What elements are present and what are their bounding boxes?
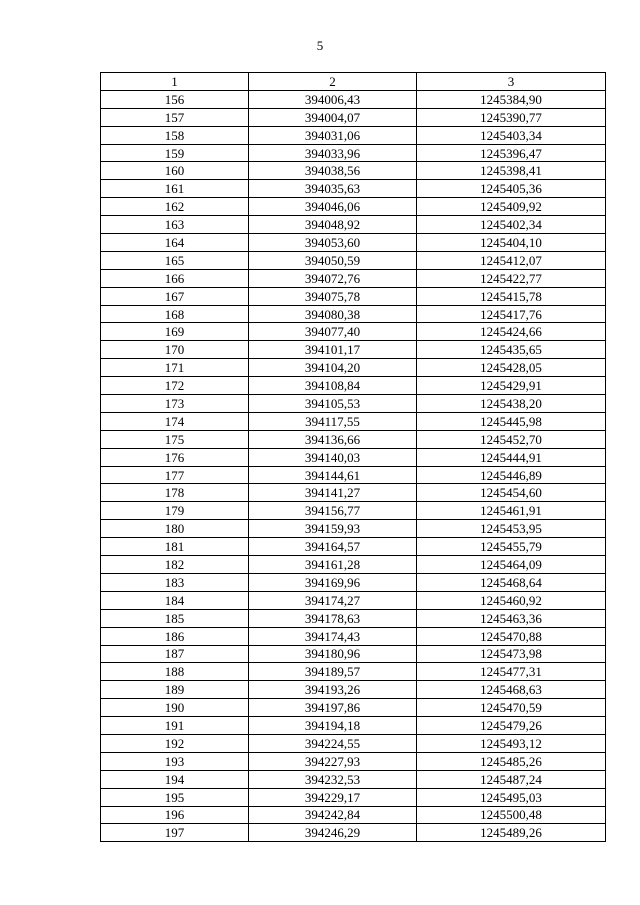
y-coordinate-cell: 1245445,98 — [417, 412, 606, 430]
table-row — [101, 591, 606, 609]
table-row — [101, 234, 606, 252]
y-coordinate-cell: 1245424,66 — [417, 323, 606, 341]
y-coordinate-cell: 1245463,36 — [417, 609, 606, 627]
table-row — [101, 412, 606, 430]
y-coordinate-cell: 1245412,07 — [417, 251, 606, 269]
point-number-cell: 158 — [101, 126, 249, 144]
x-coordinate-cell: 394141,27 — [249, 484, 417, 502]
table-row — [101, 144, 606, 162]
table-row — [101, 323, 606, 341]
x-coordinate-cell: 394224,55 — [249, 734, 417, 752]
table-row — [101, 734, 606, 752]
table-row — [101, 556, 606, 574]
point-number-cell: 191 — [101, 717, 249, 735]
point-number-cell: 196 — [101, 806, 249, 824]
x-coordinate-cell: 394169,96 — [249, 573, 417, 591]
x-coordinate-cell: 394159,93 — [249, 520, 417, 538]
y-coordinate-cell: 1245438,20 — [417, 395, 606, 413]
x-coordinate-cell: 394080,38 — [249, 305, 417, 323]
table-row — [101, 699, 606, 717]
y-coordinate-cell: 1245428,05 — [417, 359, 606, 377]
y-coordinate-cell: 1245444,91 — [417, 448, 606, 466]
point-number-cell: 187 — [101, 645, 249, 663]
x-coordinate-cell: 394174,27 — [249, 591, 417, 609]
x-coordinate-cell: 394174,43 — [249, 627, 417, 645]
point-number-cell: 186 — [101, 627, 249, 645]
y-coordinate-cell: 1245500,48 — [417, 806, 606, 824]
point-number-cell: 156 — [101, 90, 249, 108]
x-coordinate-cell: 394232,53 — [249, 770, 417, 788]
table-row — [101, 108, 606, 126]
table-row — [101, 216, 606, 234]
x-coordinate-cell: 394144,61 — [249, 466, 417, 484]
x-coordinate-cell: 394140,03 — [249, 448, 417, 466]
point-number-cell: 193 — [101, 752, 249, 770]
point-number-cell: 195 — [101, 788, 249, 806]
page-number: 5 — [316, 38, 324, 53]
x-coordinate-cell: 394046,06 — [249, 198, 417, 216]
y-coordinate-cell: 1245479,26 — [417, 717, 606, 735]
x-coordinate-cell: 394048,92 — [249, 216, 417, 234]
point-number-cell: 173 — [101, 395, 249, 413]
y-coordinate-cell: 1245404,10 — [417, 234, 606, 252]
point-number-cell: 165 — [101, 251, 249, 269]
table-row — [101, 430, 606, 448]
point-number-cell: 192 — [101, 734, 249, 752]
table-header-row — [101, 73, 606, 91]
y-coordinate-cell: 1245468,64 — [417, 573, 606, 591]
point-number-cell: 157 — [101, 108, 249, 126]
x-coordinate-cell: 394035,63 — [249, 180, 417, 198]
point-number-cell: 183 — [101, 573, 249, 591]
x-coordinate-cell: 394136,66 — [249, 430, 417, 448]
point-number-cell: 184 — [101, 591, 249, 609]
x-coordinate-cell: 394180,96 — [249, 645, 417, 663]
point-number-cell: 168 — [101, 305, 249, 323]
y-coordinate-cell: 1245453,95 — [417, 520, 606, 538]
table-row — [101, 681, 606, 699]
point-number-cell: 189 — [101, 681, 249, 699]
y-coordinate-cell: 1245403,34 — [417, 126, 606, 144]
x-coordinate-cell: 394004,07 — [249, 108, 417, 126]
table-row — [101, 806, 606, 824]
x-coordinate-cell: 394229,17 — [249, 788, 417, 806]
y-coordinate-cell: 1245398,41 — [417, 162, 606, 180]
y-coordinate-cell: 1245473,98 — [417, 645, 606, 663]
table-row — [101, 752, 606, 770]
point-number-cell: 185 — [101, 609, 249, 627]
table-row — [101, 305, 606, 323]
point-number-cell: 171 — [101, 359, 249, 377]
y-coordinate-cell: 1245446,89 — [417, 466, 606, 484]
x-coordinate-cell: 394242,84 — [249, 806, 417, 824]
y-coordinate-cell: 1245477,31 — [417, 663, 606, 681]
table-row — [101, 466, 606, 484]
column-header-3: 3 — [417, 73, 606, 91]
y-coordinate-cell: 1245470,59 — [417, 699, 606, 717]
point-number-cell: 170 — [101, 341, 249, 359]
y-coordinate-cell: 1245452,70 — [417, 430, 606, 448]
table-row — [101, 627, 606, 645]
y-coordinate-cell: 1245454,60 — [417, 484, 606, 502]
x-coordinate-cell: 394193,26 — [249, 681, 417, 699]
y-coordinate-cell: 1245390,77 — [417, 108, 606, 126]
point-number-cell: 194 — [101, 770, 249, 788]
point-number-cell: 181 — [101, 538, 249, 556]
x-coordinate-cell: 394246,29 — [249, 824, 417, 842]
point-number-cell: 166 — [101, 269, 249, 287]
x-coordinate-cell: 394161,28 — [249, 556, 417, 574]
table-row — [101, 395, 606, 413]
x-coordinate-cell: 394178,63 — [249, 609, 417, 627]
x-coordinate-cell: 394117,55 — [249, 412, 417, 430]
point-number-cell: 176 — [101, 448, 249, 466]
table-row — [101, 287, 606, 305]
table-row — [101, 717, 606, 735]
x-coordinate-cell: 394072,76 — [249, 269, 417, 287]
x-coordinate-cell: 394194,18 — [249, 717, 417, 735]
y-coordinate-cell: 1245415,78 — [417, 287, 606, 305]
x-coordinate-cell: 394227,93 — [249, 752, 417, 770]
x-coordinate-cell: 394031,06 — [249, 126, 417, 144]
table-row — [101, 502, 606, 520]
y-coordinate-cell: 1245464,09 — [417, 556, 606, 574]
point-number-cell: 162 — [101, 198, 249, 216]
table-row — [101, 126, 606, 144]
y-coordinate-cell: 1245460,92 — [417, 591, 606, 609]
x-coordinate-cell: 394075,78 — [249, 287, 417, 305]
point-number-cell: 169 — [101, 323, 249, 341]
y-coordinate-cell: 1245489,26 — [417, 824, 606, 842]
x-coordinate-cell: 394006,43 — [249, 90, 417, 108]
y-coordinate-cell: 1245455,79 — [417, 538, 606, 556]
x-coordinate-cell: 394050,59 — [249, 251, 417, 269]
point-number-cell: 175 — [101, 430, 249, 448]
table-row — [101, 538, 606, 556]
table-row — [101, 824, 606, 842]
x-coordinate-cell: 394038,56 — [249, 162, 417, 180]
table-row — [101, 269, 606, 287]
y-coordinate-cell: 1245402,34 — [417, 216, 606, 234]
x-coordinate-cell: 394053,60 — [249, 234, 417, 252]
table-row — [101, 377, 606, 395]
point-number-cell: 182 — [101, 556, 249, 574]
y-coordinate-cell: 1245396,47 — [417, 144, 606, 162]
point-number-cell: 167 — [101, 287, 249, 305]
x-coordinate-cell: 394104,20 — [249, 359, 417, 377]
table-row — [101, 341, 606, 359]
y-coordinate-cell: 1245429,91 — [417, 377, 606, 395]
y-coordinate-cell: 1245422,77 — [417, 269, 606, 287]
y-coordinate-cell: 1245485,26 — [417, 752, 606, 770]
table-row — [101, 448, 606, 466]
y-coordinate-cell: 1245461,91 — [417, 502, 606, 520]
point-number-cell: 172 — [101, 377, 249, 395]
point-number-cell: 174 — [101, 412, 249, 430]
table-row — [101, 359, 606, 377]
y-coordinate-cell: 1245468,63 — [417, 681, 606, 699]
point-number-cell: 160 — [101, 162, 249, 180]
x-coordinate-cell: 394156,77 — [249, 502, 417, 520]
x-coordinate-cell: 394197,86 — [249, 699, 417, 717]
table-body — [101, 90, 606, 841]
point-number-cell: 188 — [101, 663, 249, 681]
column-header-1: 1 — [101, 73, 249, 91]
point-number-cell: 197 — [101, 824, 249, 842]
table-row — [101, 180, 606, 198]
point-number-cell: 180 — [101, 520, 249, 538]
point-number-cell: 161 — [101, 180, 249, 198]
point-number-cell: 179 — [101, 502, 249, 520]
y-coordinate-cell: 1245470,88 — [417, 627, 606, 645]
x-coordinate-cell: 394108,84 — [249, 377, 417, 395]
table-row — [101, 198, 606, 216]
y-coordinate-cell: 1245409,92 — [417, 198, 606, 216]
table-row — [101, 645, 606, 663]
y-coordinate-cell: 1245495,03 — [417, 788, 606, 806]
table-row — [101, 573, 606, 591]
table-row — [101, 788, 606, 806]
point-number-cell: 190 — [101, 699, 249, 717]
y-coordinate-cell: 1245493,12 — [417, 734, 606, 752]
table-row — [101, 484, 606, 502]
point-number-cell: 164 — [101, 234, 249, 252]
x-coordinate-cell: 394164,57 — [249, 538, 417, 556]
x-coordinate-cell: 394033,96 — [249, 144, 417, 162]
table-row — [101, 90, 606, 108]
point-number-cell: 177 — [101, 466, 249, 484]
table-row — [101, 770, 606, 788]
point-number-cell: 159 — [101, 144, 249, 162]
x-coordinate-cell: 394077,40 — [249, 323, 417, 341]
x-coordinate-cell: 394105,53 — [249, 395, 417, 413]
x-coordinate-cell: 394189,57 — [249, 663, 417, 681]
y-coordinate-cell: 1245417,76 — [417, 305, 606, 323]
y-coordinate-cell: 1245487,24 — [417, 770, 606, 788]
y-coordinate-cell: 1245435,65 — [417, 341, 606, 359]
y-coordinate-cell: 1245384,90 — [417, 90, 606, 108]
column-header-2: 2 — [249, 73, 417, 91]
y-coordinate-cell: 1245405,36 — [417, 180, 606, 198]
table-row — [101, 609, 606, 627]
table-row — [101, 663, 606, 681]
x-coordinate-cell: 394101,17 — [249, 341, 417, 359]
coordinates-table — [100, 72, 606, 842]
table-row — [101, 251, 606, 269]
point-number-cell: 163 — [101, 216, 249, 234]
table-row — [101, 162, 606, 180]
table-row — [101, 520, 606, 538]
point-number-cell: 178 — [101, 484, 249, 502]
